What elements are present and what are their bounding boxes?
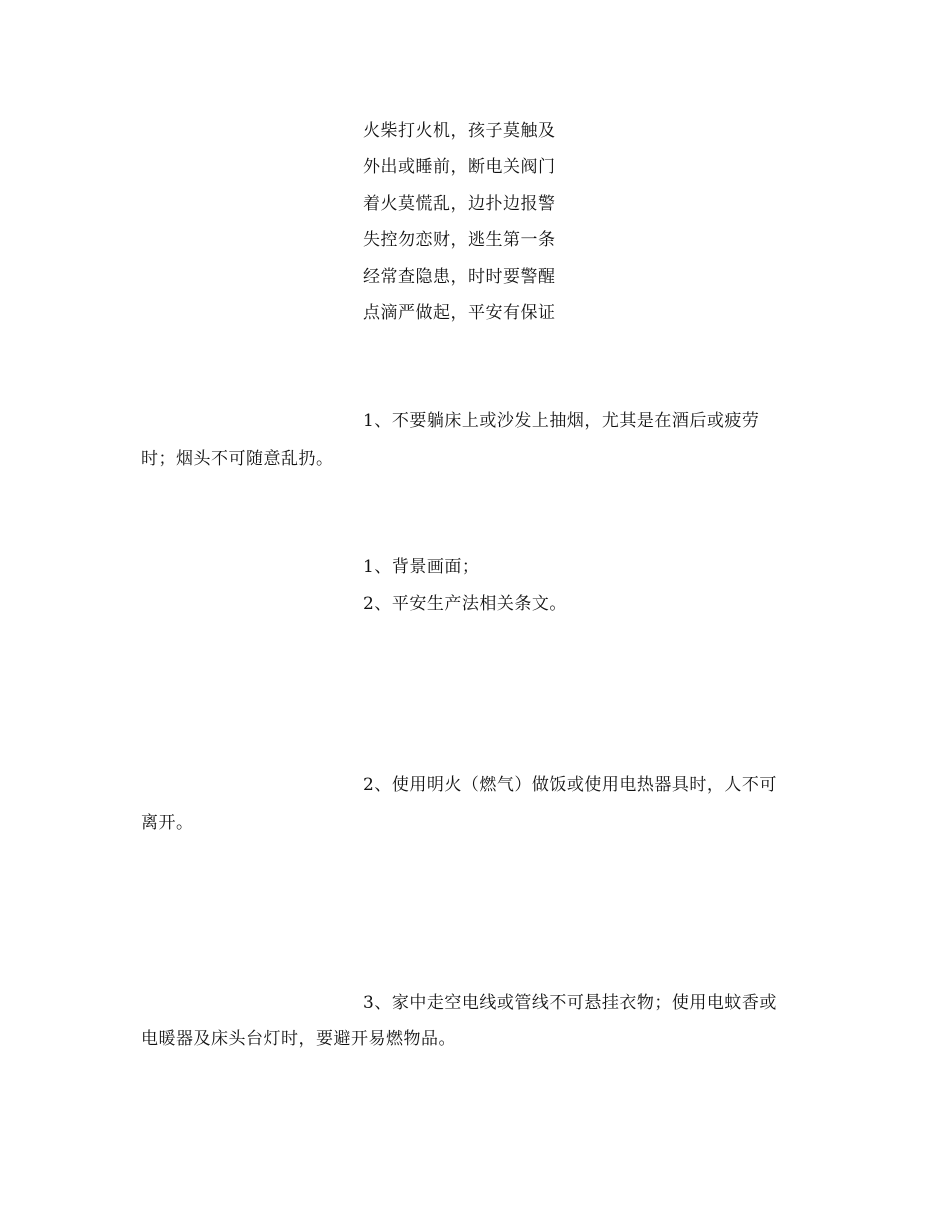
poem-line-2: 外出或睡前，断电关阀门 — [363, 157, 556, 177]
tip-2-line-1: 2、使用明火（燃气）做饭或使用电热器具时，人不可 — [363, 775, 777, 795]
poem-line-6: 点滴严做起，平安有保证 — [363, 303, 556, 323]
materials-item-1: 1、背景画面； — [363, 557, 480, 577]
tip-3-line-2: 电暖器及床头台灯时，要避开易燃物品。 — [141, 1029, 456, 1049]
tip-2-line-2: 离开。 — [141, 813, 194, 833]
poem-line-1: 火柴打火机，孩子莫触及 — [363, 121, 556, 141]
materials-item-2: 2、平安生产法相关条文。 — [363, 594, 567, 614]
poem-line-3: 着火莫慌乱，边扑边报警 — [363, 194, 556, 214]
tip-3-line-1: 3、家中走空电线或管线不可悬挂衣物；使用电蚊香或 — [363, 993, 777, 1013]
tip-1-line-1: 1、不要躺床上或沙发上抽烟，尤其是在酒后或疲劳 — [363, 411, 760, 431]
poem-line-4: 失控勿恋财，逃生第一条 — [363, 230, 556, 250]
tip-1-line-2: 时；烟头不可随意乱扔。 — [141, 449, 334, 469]
poem-line-5: 经常查隐患，时时要警醒 — [363, 267, 556, 287]
